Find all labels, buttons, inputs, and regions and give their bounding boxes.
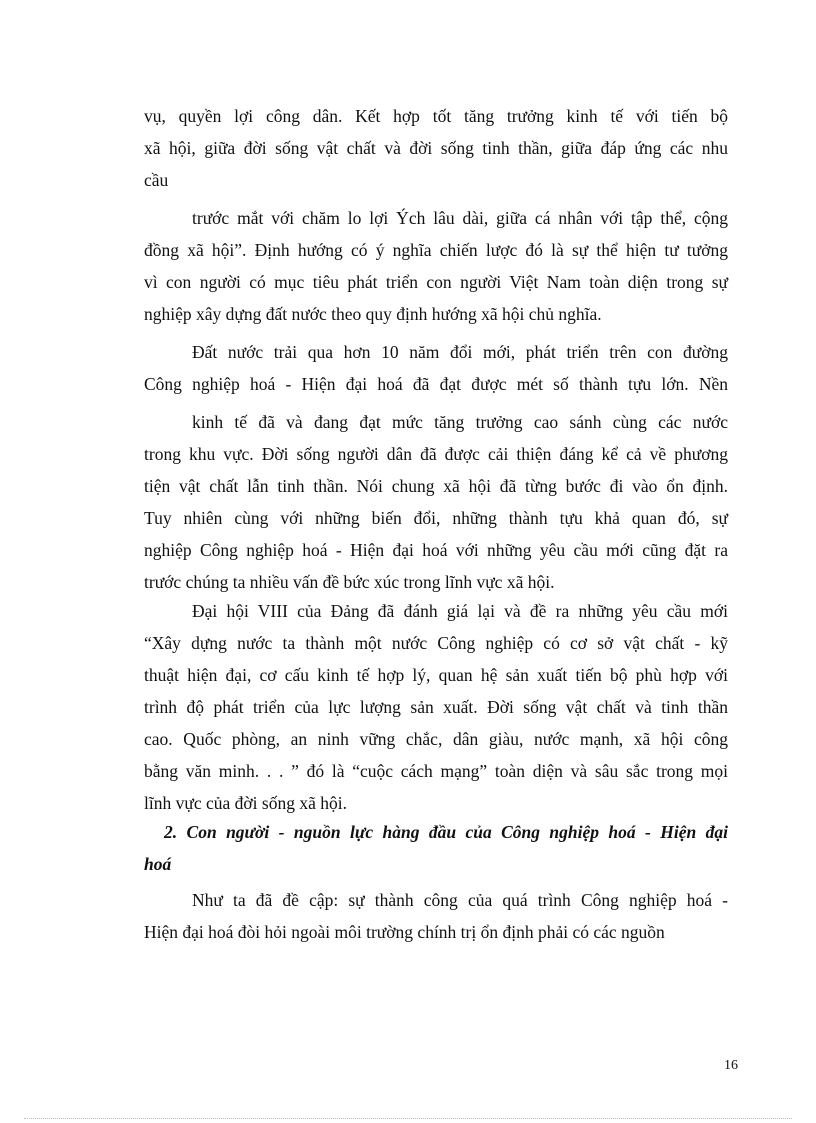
paragraph-line: Hiện đại hoá đòi hỏi ngoài môi trường chính trị ổn định phải có các nguồn bbox=[144, 922, 665, 942]
paragraph-5 bbox=[144, 595, 728, 819]
paragraph-line: Như ta đã đề cập: sự thành công của quá trình Công nghiệp hoá - bbox=[192, 890, 728, 910]
heading-line: 2. Con người - nguồn lực hàng đầu của Công nghiệp hoá - Hiện đại bbox=[164, 822, 728, 842]
paragraph-3 bbox=[144, 336, 728, 400]
paragraph-line: “Xây dựng nước ta thành một nước Công nghiệp có cơ sở vật chất - kỹ bbox=[144, 633, 728, 653]
paragraph-line: lĩnh vực của đời sống xã hội. bbox=[144, 793, 347, 813]
paragraph-line: trước mắt với chăm lo lợi Ých lâu dài, giữa cá nhân với tập thể, cộng bbox=[192, 208, 728, 228]
paragraph-line: bằng văn minh. . . ” đó là “cuộc cách mạng” toàn diện và sâu sắc trong mọi bbox=[144, 761, 728, 781]
paragraph-line: nghiệp Công nghiệp hoá - Hiện đại hoá với những yêu cầu mới cũng đặt ra bbox=[144, 540, 728, 560]
paragraph-line: trước chúng ta nhiều vấn đề bức xúc trong lĩnh vực xã hội. bbox=[144, 572, 555, 592]
paragraph-4 bbox=[144, 406, 728, 598]
paragraph-line: xã hội, giữa đời sống vật chất và đời sống tinh thần, giữa đáp ứng các nhu bbox=[144, 138, 728, 158]
paragraph-line: trong khu vực. Đời sống người dân đã được cải thiện đáng kể cả về phương bbox=[144, 444, 728, 464]
paragraph-line: vì con người có mục tiêu phát triển con người Việt Nam toàn diện trong sự bbox=[144, 272, 728, 292]
paragraph-line: Đại hội VIII của Đảng đã đánh giá lại và đề ra những yêu cầu mới bbox=[192, 601, 728, 621]
paragraph-line: nghiệp xây dựng đất nước theo quy định hướng xã hội chủ nghĩa. bbox=[144, 304, 602, 324]
paragraph-line: Tuy nhiên cùng với những biến đổi, những thành tựu khả quan đó, sự bbox=[144, 508, 728, 528]
paragraph-6 bbox=[144, 884, 728, 948]
page-number: 16 bbox=[724, 1058, 738, 1073]
section-heading bbox=[144, 816, 728, 880]
paragraph-line: đồng xã hội”. Định hướng có ý nghĩa chiến lược đó là sự thể hiện tư tưởng bbox=[144, 240, 728, 260]
paragraph-line: tiện vật chất lẫn tinh thần. Nói chung xã hội đã từng bước đi vào ổn định. bbox=[144, 476, 728, 496]
paragraph-line: thuật hiện đại, cơ cấu kinh tế hợp lý, quan hệ sản xuất tiến bộ phù hợp với bbox=[144, 665, 728, 685]
paragraph-line: cầu bbox=[144, 170, 169, 190]
paragraph-line: trình độ phát triển của lực lượng sản xuất. Đời sống vật chất và tinh thần bbox=[144, 697, 728, 717]
footer-divider bbox=[24, 1118, 792, 1119]
heading-line: hoá bbox=[144, 854, 172, 874]
paragraph-line: Đất nước trải qua hơn 10 năm đổi mới, phát triển trên con đường bbox=[192, 342, 728, 362]
paragraph-line: vụ, quyền lợi công dân. Kết hợp tốt tăng trưởng kinh tế với tiến bộ bbox=[144, 106, 728, 126]
paragraph-line: Công nghiệp hoá - Hiện đại hoá đã đạt được mét số thành tựu lớn. Nền bbox=[144, 374, 728, 394]
paragraph-1 bbox=[144, 100, 728, 196]
paragraph-line: cao. Quốc phòng, an ninh vững chắc, dân giàu, nước mạnh, xã hội công bbox=[144, 729, 728, 749]
paragraph-2 bbox=[144, 202, 728, 330]
paragraph-line: kinh tế đã và đang đạt mức tăng trưởng cao sánh cùng các nước bbox=[192, 412, 728, 432]
